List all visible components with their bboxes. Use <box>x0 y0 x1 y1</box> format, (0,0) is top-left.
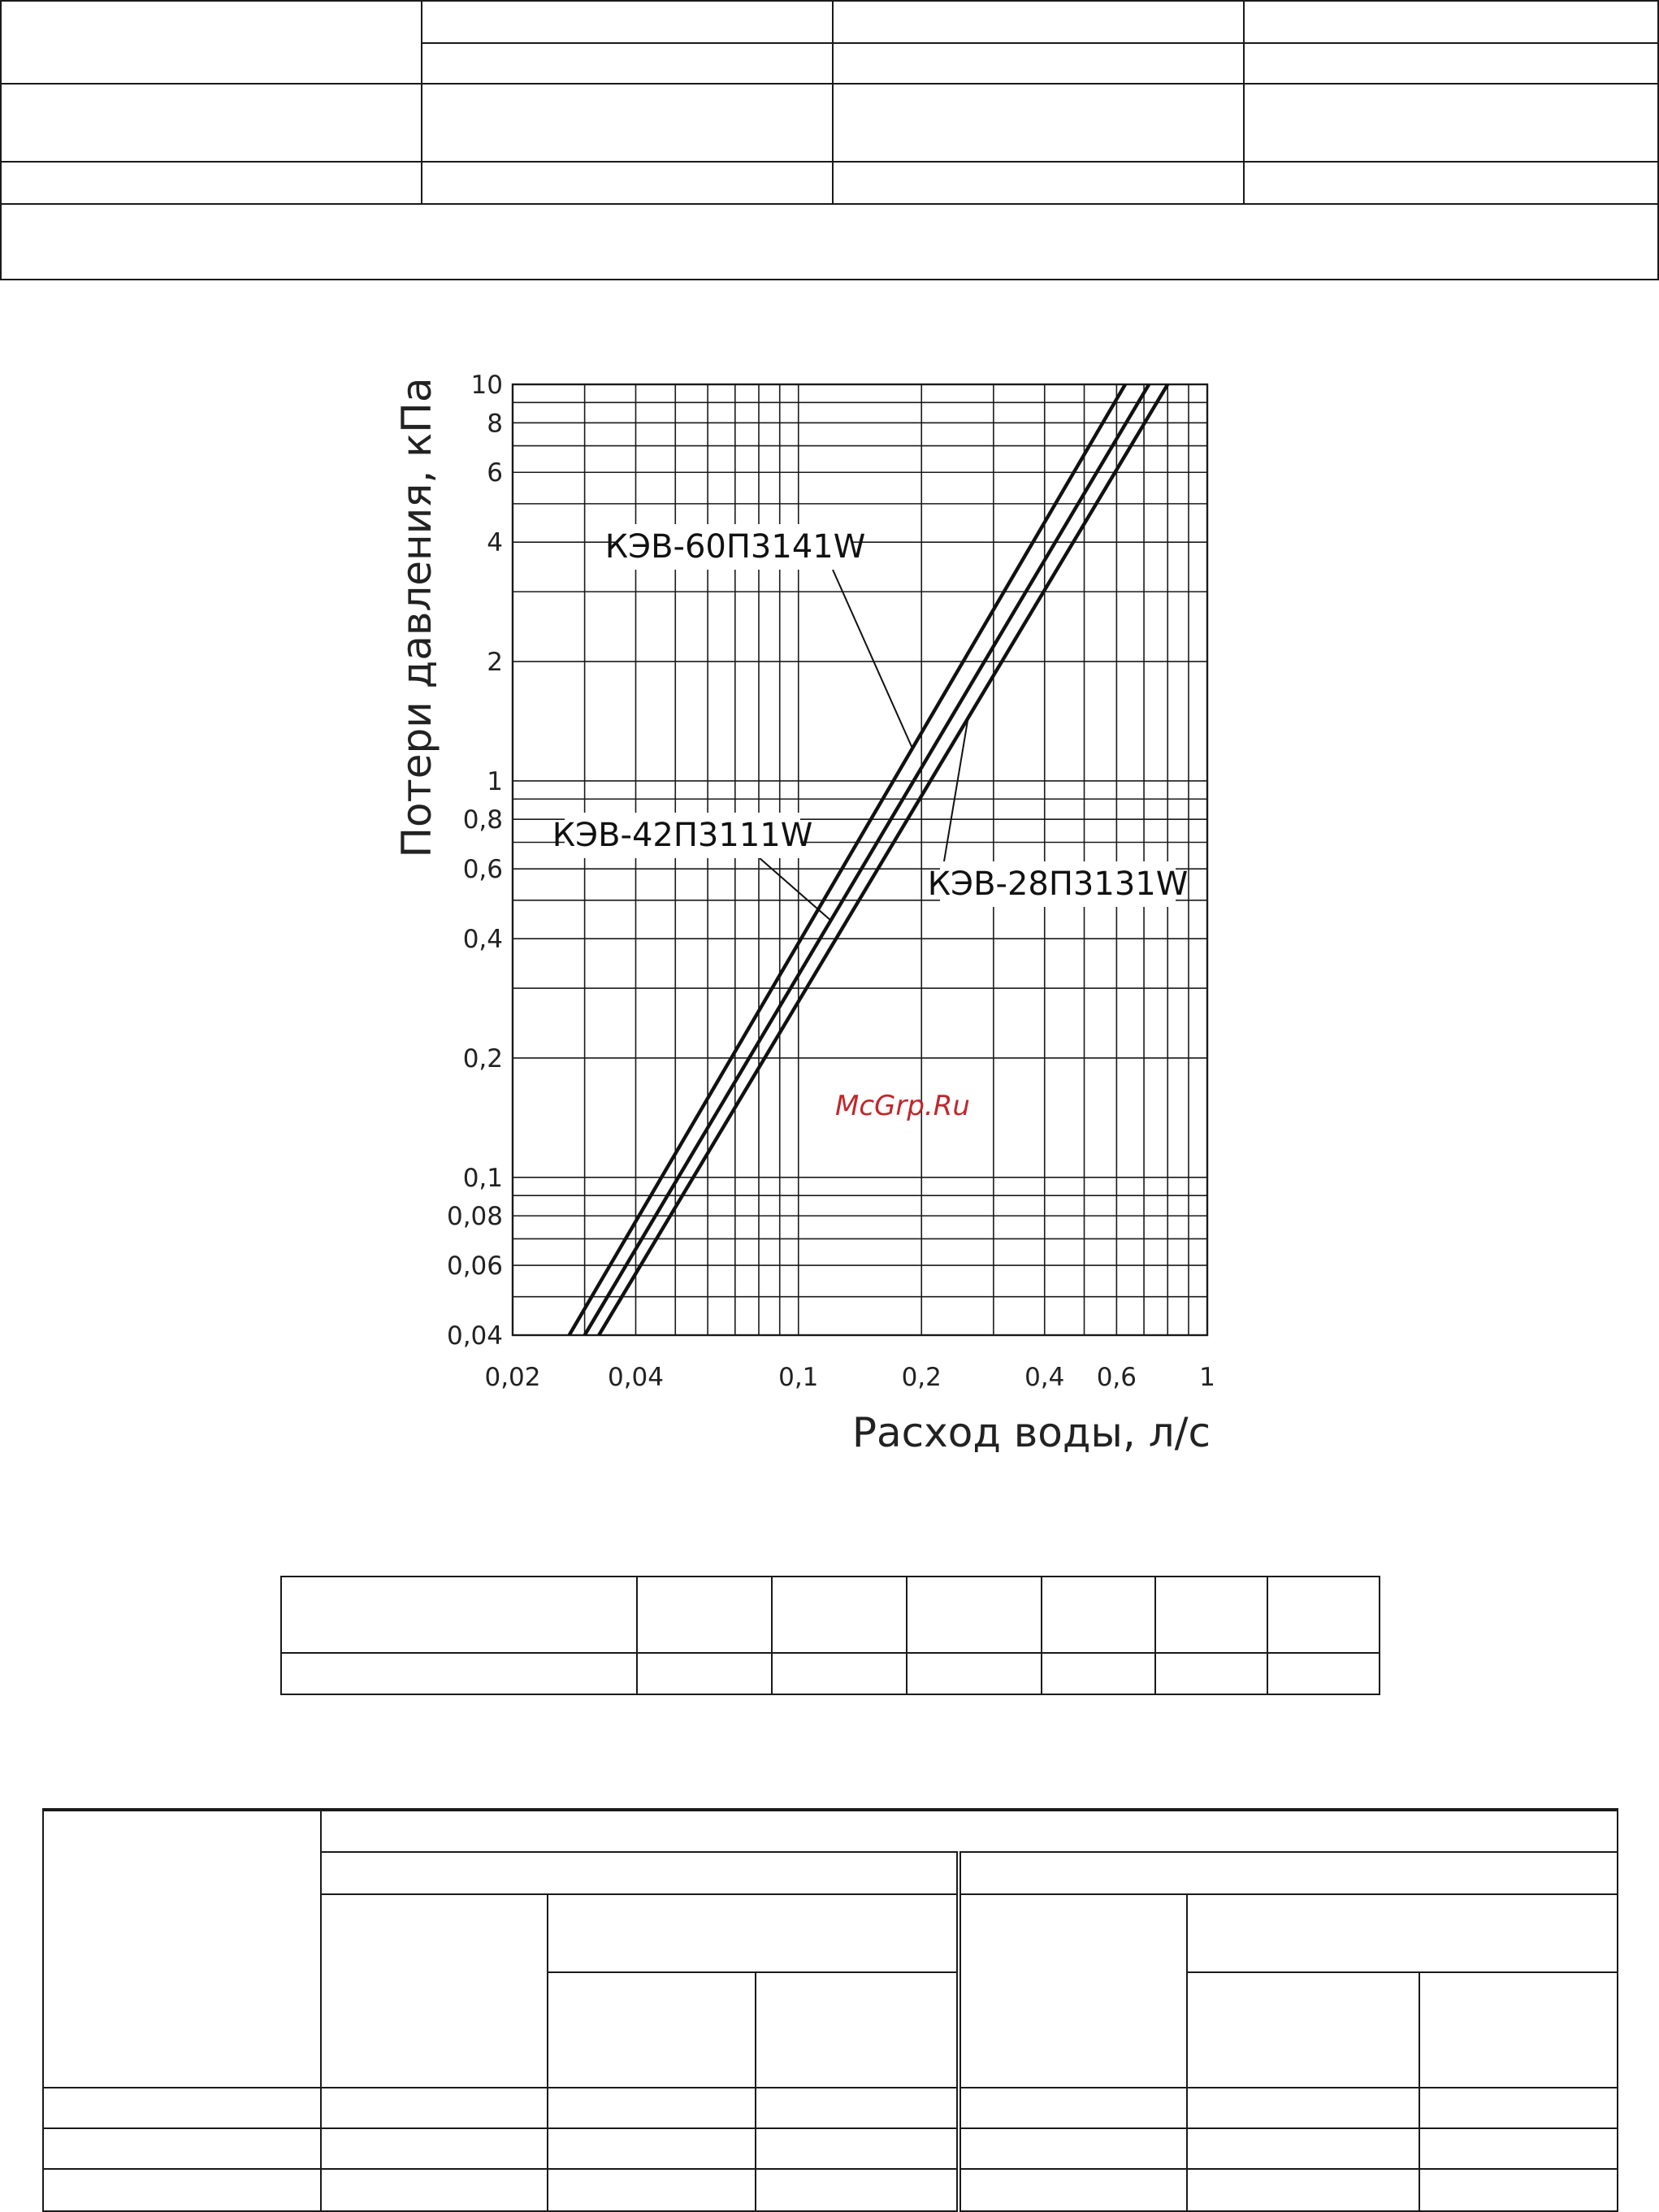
bottom-table-cell <box>756 2088 959 2128</box>
middle-table <box>280 1576 1380 1695</box>
bottom-table-cell <box>1419 1972 1618 2088</box>
middle-table-cell <box>772 1577 907 1653</box>
top-table-cell <box>1 1 422 84</box>
bottom-table-cell <box>548 2088 756 2128</box>
top-table-cell <box>1244 84 1658 162</box>
middle-table-cell <box>1042 1653 1155 1694</box>
bottom-table-cell <box>548 1972 756 2088</box>
bottom-table-cell <box>959 2088 1187 2128</box>
top-table-cell <box>422 162 833 204</box>
top-table-cell <box>1244 43 1658 84</box>
bottom-table-cell <box>756 2169 959 2211</box>
middle-table-cell <box>907 1653 1042 1694</box>
y-tick-label: 0,08 <box>446 1202 503 1232</box>
bottom-table-cell <box>43 2088 321 2128</box>
chart-grid <box>513 384 1207 1335</box>
middle-table-cell <box>637 1653 772 1694</box>
y-tick-label: 1 <box>487 766 503 796</box>
bottom-table-cell <box>1187 2169 1419 2211</box>
top-table <box>0 0 1659 280</box>
bottom-table-cell <box>959 1852 1618 1894</box>
bottom-table-cell <box>1419 2169 1618 2211</box>
y-axis-title: Потери давления, кПа <box>393 377 440 858</box>
x-tick-label: 0,02 <box>484 1363 541 1392</box>
bottom-table-cell <box>321 2169 548 2211</box>
y-tick-label: 0,1 <box>462 1163 503 1193</box>
middle-table-cell <box>637 1577 772 1653</box>
y-tick-label: 0,06 <box>446 1251 503 1282</box>
chart-series <box>552 384 1189 1335</box>
top-table-cell <box>833 1 1244 43</box>
x-tick-label: 0,04 <box>607 1363 665 1392</box>
plot-frame <box>513 384 1207 1335</box>
bottom-table-cell <box>1187 1894 1618 1972</box>
bottom-table-cell <box>548 1894 959 1972</box>
top-table-cell <box>833 162 1244 204</box>
bottom-table-cell <box>321 1810 1618 1852</box>
series-label: КЭВ-28П3131W <box>927 865 1189 903</box>
bottom-table-cell <box>321 2088 548 2128</box>
y-tick-label: 4 <box>487 528 503 558</box>
middle-table-cell <box>907 1577 1042 1653</box>
y-tick-label: 0,4 <box>462 925 503 955</box>
middle-table-cell <box>772 1653 907 1694</box>
bottom-table-cell <box>1187 2088 1419 2128</box>
bottom-table-cell <box>1419 2088 1618 2128</box>
y-tick-label: 0,8 <box>462 805 503 835</box>
top-table-cell <box>833 84 1244 162</box>
y-tick-label: 0,6 <box>462 855 503 885</box>
chart-canvas <box>382 349 1243 1471</box>
series-label: КЭВ-42П3111W <box>552 817 813 854</box>
middle-table-cell <box>1155 1577 1267 1653</box>
top-table-cell <box>1 162 422 204</box>
middle-table-cell <box>1155 1653 1267 1694</box>
top-table-cell <box>833 43 1244 84</box>
x-axis-title: Расход воды, л/с <box>851 1409 1211 1456</box>
top-table-cell <box>422 1 833 43</box>
x-tick-label: 1 <box>1199 1363 1215 1392</box>
series-label: КЭВ-60П3141W <box>604 528 866 566</box>
middle-table-cell <box>1042 1577 1155 1653</box>
x-tick-label: 0,6 <box>1096 1363 1137 1392</box>
bottom-table <box>42 1808 1618 2212</box>
y-tick-label: 10 <box>470 371 503 400</box>
top-table-cell <box>422 43 833 84</box>
bottom-table-cell <box>43 2169 321 2211</box>
top-table-cell <box>1 84 422 162</box>
bottom-table-cell <box>756 2128 959 2169</box>
top-table-cell <box>422 84 833 162</box>
middle-table-cell <box>281 1653 637 1694</box>
leader-line <box>760 858 831 921</box>
bottom-table-cell <box>1419 2128 1618 2169</box>
bottom-table-cell <box>1187 1972 1419 2088</box>
bottom-table-cell <box>756 1972 959 2088</box>
y-tick-label: 0,04 <box>446 1321 503 1351</box>
bottom-table-cell <box>321 1894 548 2088</box>
bottom-table-cell <box>959 1894 1187 2088</box>
top-table-cell <box>1 204 1658 280</box>
bottom-table-cell <box>1187 2128 1419 2169</box>
watermark-text: McGrp.Ru <box>835 1090 970 1122</box>
top-table-cell <box>1244 162 1658 204</box>
bottom-table-cell <box>43 2128 321 2169</box>
top-table-cell <box>1244 1 1658 43</box>
bottom-table-cell <box>548 2128 756 2169</box>
bottom-table-cell <box>321 1852 959 1894</box>
middle-table-cell <box>1267 1577 1380 1653</box>
bottom-table-cell <box>321 2128 548 2169</box>
leader-line <box>833 570 912 748</box>
y-tick-label: 0,2 <box>462 1043 503 1073</box>
bottom-table-cell <box>43 1810 321 2088</box>
middle-table-cell <box>1267 1653 1380 1694</box>
x-tick-label: 0,4 <box>1024 1363 1065 1392</box>
x-tick-label: 0,1 <box>778 1363 819 1392</box>
y-tick-label: 6 <box>487 458 503 488</box>
bottom-table-cell <box>548 2169 756 2211</box>
middle-table-cell <box>281 1577 637 1653</box>
y-tick-label: 2 <box>487 648 503 678</box>
bottom-table-cell <box>959 2128 1187 2169</box>
x-tick-label: 0,2 <box>901 1363 942 1392</box>
y-tick-label: 8 <box>487 409 503 439</box>
pressure-loss-chart <box>382 349 1243 1471</box>
bottom-table-cell <box>959 2169 1187 2211</box>
